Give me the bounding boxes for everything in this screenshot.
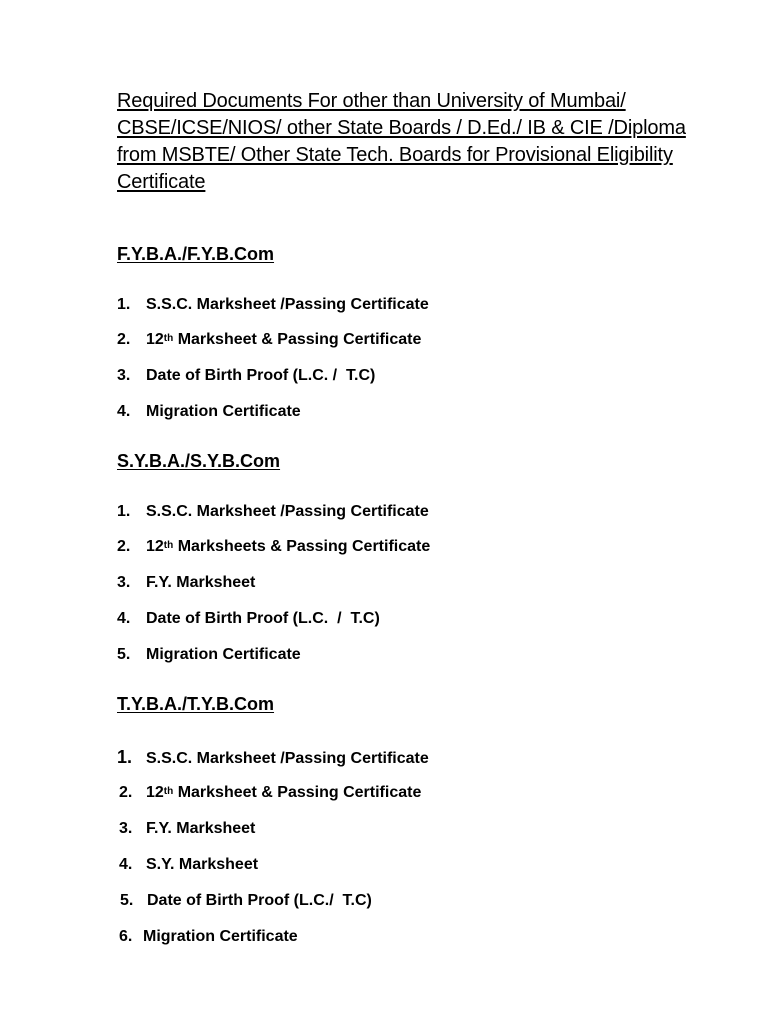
list-item <box>117 331 421 353</box>
item-text: 12 <box>146 784 164 801</box>
title-line: Certificate <box>117 171 206 193</box>
title-line: Required Documents For other than University of Mumbai/ <box>117 90 626 112</box>
item-text-rest: Marksheet & Passing Certificate <box>173 331 422 348</box>
item-text: 12 <box>146 331 164 348</box>
item-number: 5. <box>120 892 134 909</box>
item-number: 2. <box>119 784 133 801</box>
item-text: S.S.C. Marksheet /Passing Certificate <box>146 750 429 767</box>
item-number: 3. <box>119 820 133 837</box>
item-superscript: th <box>163 333 174 344</box>
item-text: Migration Certificate <box>146 646 301 663</box>
list-item <box>119 820 255 842</box>
document-title <box>117 88 737 196</box>
item-text: Migration Certificate <box>146 403 301 420</box>
item-text: Date of Birth Proof (L.C. / T.C) <box>146 610 380 627</box>
item-number: 1. <box>117 296 131 313</box>
list-item <box>119 856 258 878</box>
item-superscript: th <box>163 540 174 551</box>
item-number: 1. <box>117 747 133 767</box>
item-number: 3. <box>117 367 131 384</box>
item-text: S.S.C. Marksheet /Passing Certificate <box>146 503 429 520</box>
title-line: CBSE/ICSE/NIOS/ other State Boards / D.Ed./ IB & CIE /Diploma <box>117 117 686 139</box>
item-number: 4. <box>117 403 131 420</box>
list-item <box>120 892 372 914</box>
item-number: 6. <box>119 928 133 945</box>
item-text: 12 <box>146 538 164 555</box>
list-item <box>117 747 429 769</box>
item-number: 3. <box>117 574 131 591</box>
title-line: from MSBTE/ Other State Tech. Boards for Provisional Eligibility <box>117 144 673 166</box>
item-number: 1. <box>117 503 131 520</box>
list-item <box>117 538 430 560</box>
item-number: 2. <box>117 331 131 348</box>
item-text: S.Y. Marksheet <box>146 856 259 873</box>
item-text: F.Y. Marksheet <box>146 820 256 837</box>
section-heading-sy: S.Y.B.A./S.Y.B.Com <box>117 451 281 471</box>
item-text: Date of Birth Proof (L.C./ T.C) <box>147 892 372 909</box>
list-item <box>117 296 429 318</box>
item-text: F.Y. Marksheet <box>146 574 256 591</box>
section-heading-ty: T.Y.B.A./T.Y.B.Com <box>117 694 275 714</box>
item-number: 2. <box>117 538 131 555</box>
item-text-rest: Marksheets & Passing Certificate <box>173 538 431 555</box>
section-heading-fy: F.Y.B.A./F.Y.B.Com <box>117 244 275 264</box>
list-item <box>119 784 421 806</box>
list-item <box>117 403 301 425</box>
item-text: Date of Birth Proof (L.C. / T.C) <box>146 367 376 384</box>
list-item <box>117 574 255 596</box>
item-text: S.S.C. Marksheet /Passing Certificate <box>146 296 429 313</box>
list-item <box>117 646 301 668</box>
list-item <box>117 367 375 389</box>
item-number: 4. <box>119 856 133 873</box>
item-number: 4. <box>117 610 131 627</box>
item-superscript: th <box>163 786 174 797</box>
list-item <box>119 928 298 950</box>
list-item <box>117 503 429 525</box>
list-item <box>117 610 380 632</box>
item-text: Migration Certificate <box>143 928 298 945</box>
item-number: 5. <box>117 646 131 663</box>
item-text-rest: Marksheet & Passing Certificate <box>173 784 422 801</box>
